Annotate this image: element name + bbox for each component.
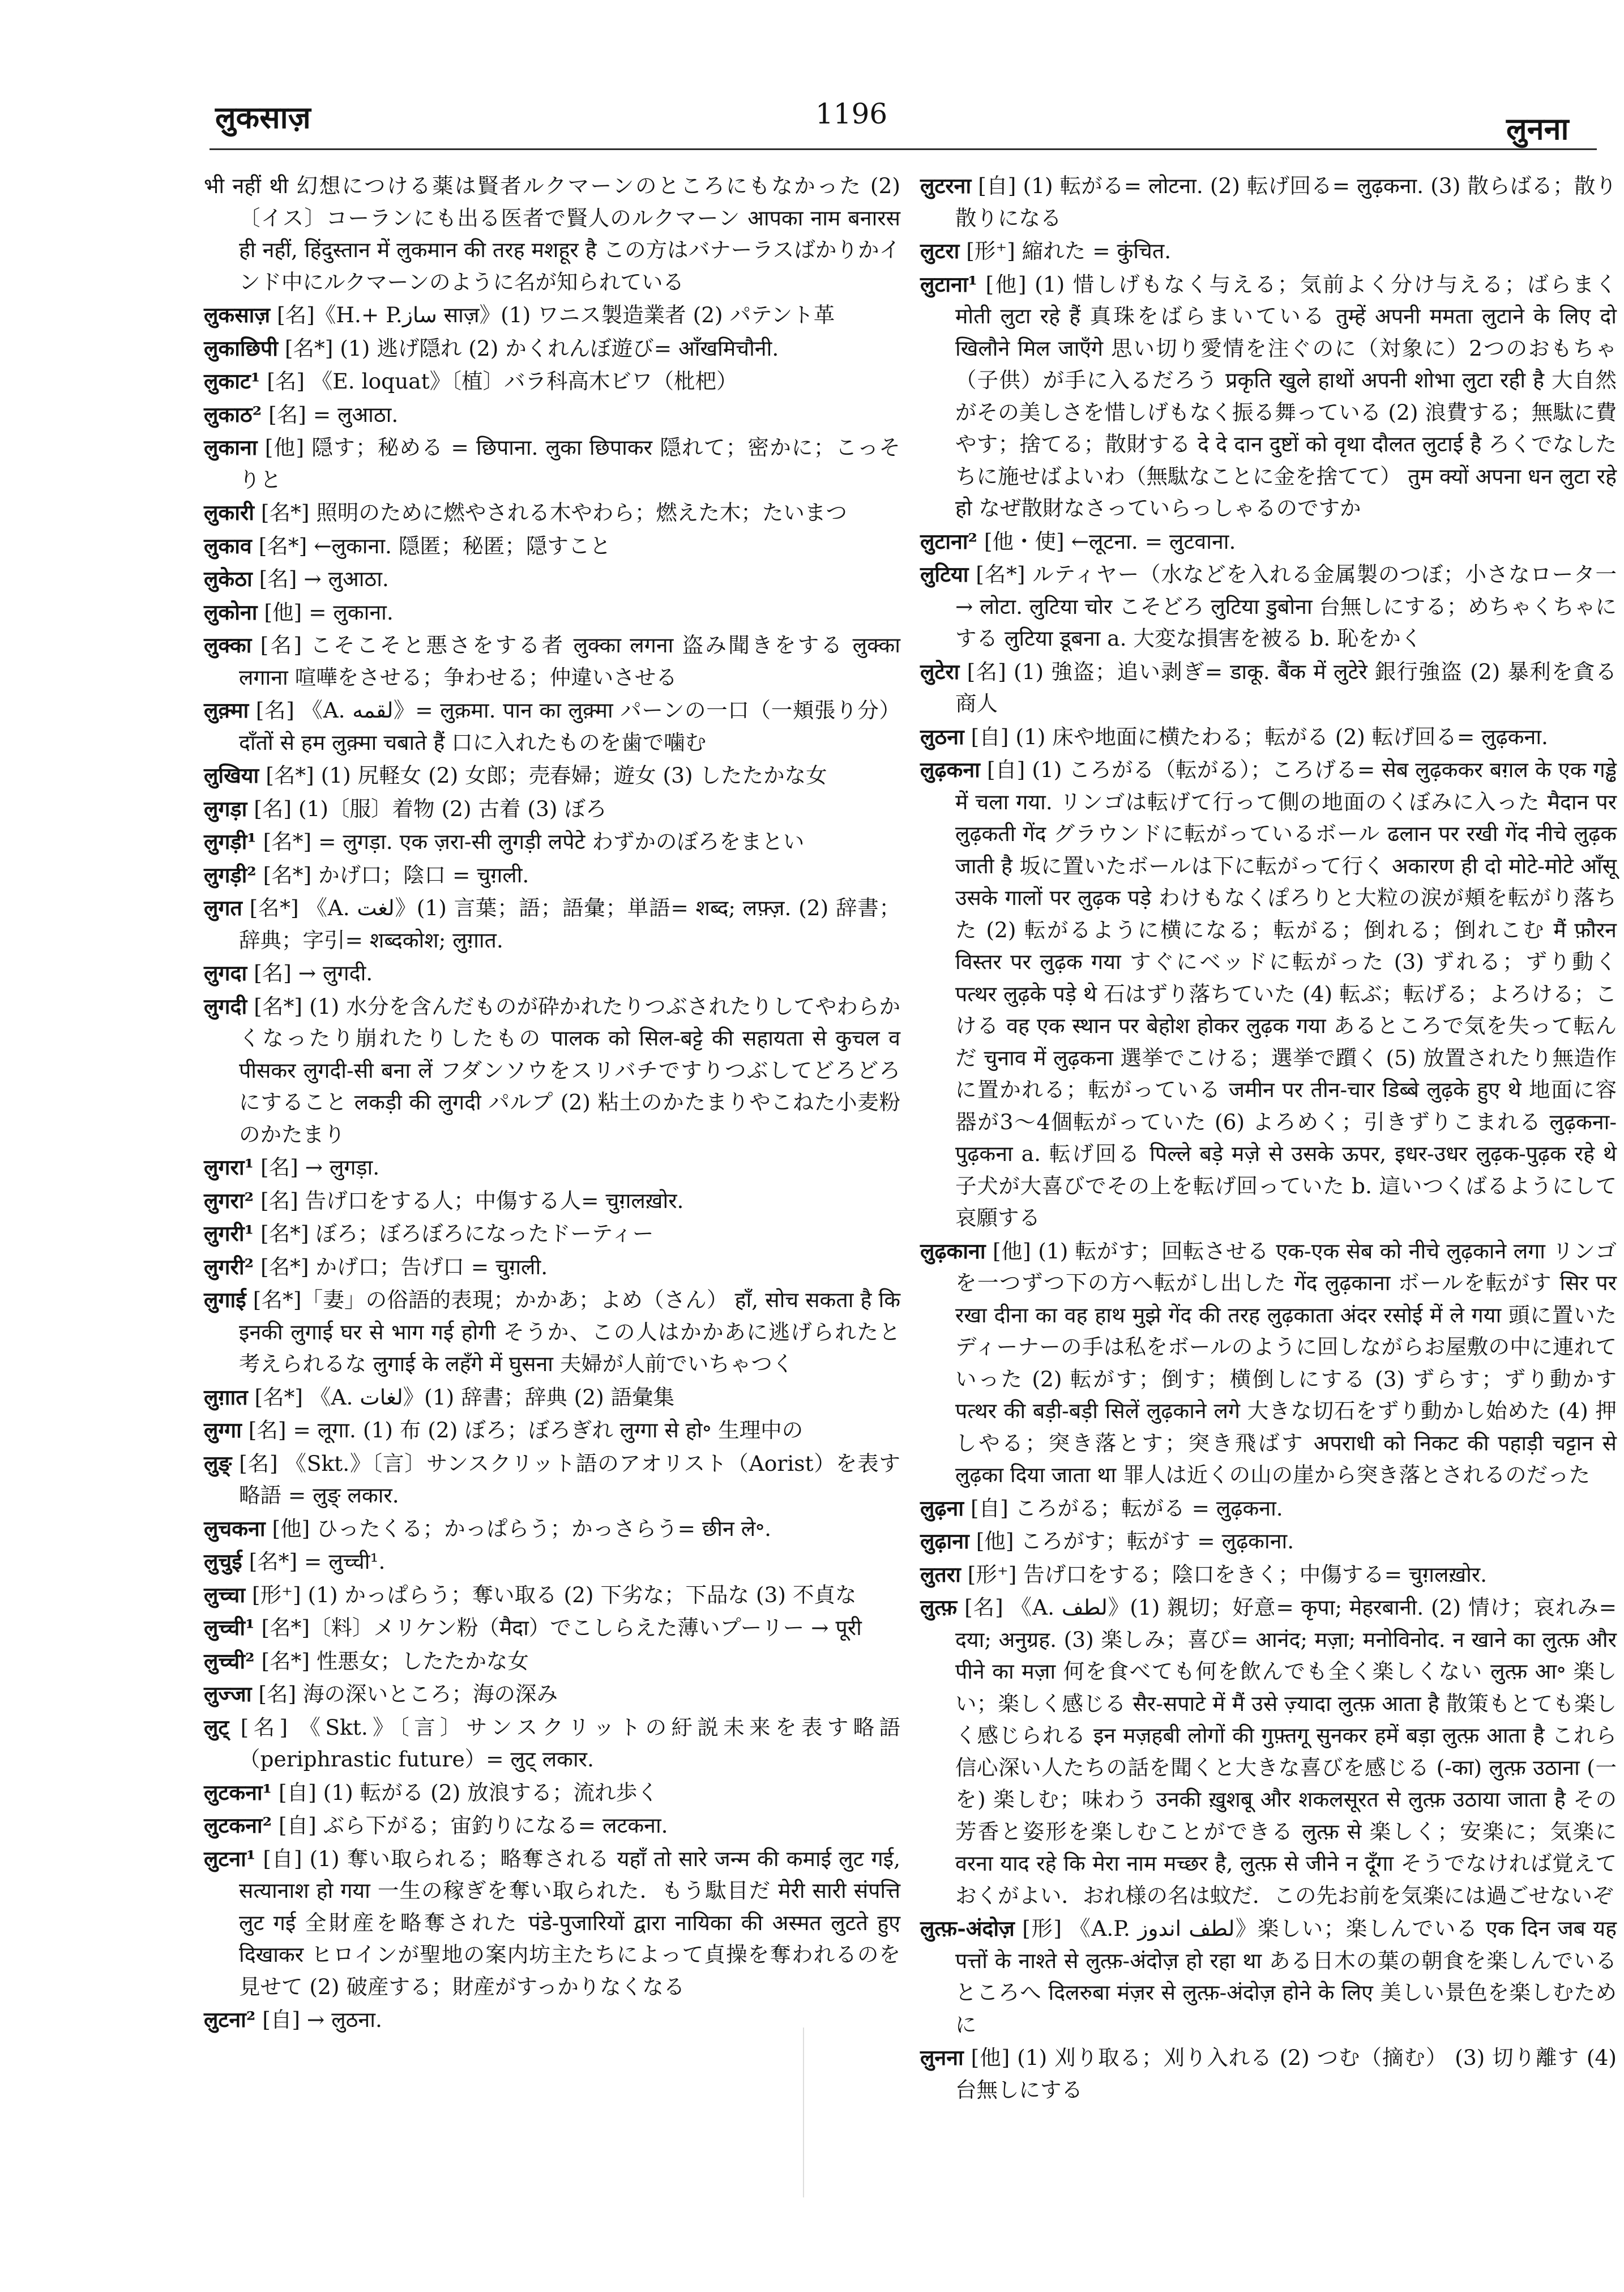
entry-definition: [名*] (1) 水分を含んだものが砕かれたりつぶされたりしてやわらかくなったり崩れたりしたもの पालक को सिल-बट्टे की सहायता से कुचल व पीसकर लुगदी-सी बना लें フダンソウをスリバチですりつぶしてどろどろにすること लकड़ी की लुगदी パルプ (2) 粘土のかたまりやこねた小麦粉のかたまり [239,993,901,1147]
dictionary-entry [204,596,900,629]
entry-headword: लुगदी [204,993,247,1019]
entry-headword: लुकाछिपी [204,335,278,361]
dictionary-entry [204,1711,900,1775]
entry-headword: लुनना [920,2045,964,2070]
entry-definition: [他] ころがす；転がす = लुढ़काना. [976,1529,1294,1553]
dictionary-entry [920,268,1617,524]
dictionary-entry [204,991,900,1151]
dictionary-entry [920,526,1617,558]
entry-definition: [名] → लुआठा. [259,566,389,591]
entry-headword: लुठना [920,724,964,749]
guide-word-left: लुकसाज़ [215,99,311,135]
dictionary-entry [204,399,900,431]
dictionary-entry [204,1843,900,2003]
entry-headword: लुक्का [204,633,252,658]
entry-definition: [名*] かげ口；陰口 = चुग़ली. [263,862,529,887]
entry-headword: लुकाव [204,533,252,558]
dictionary-entry [204,1678,900,1710]
dictionary-entry [204,299,900,331]
entry-headword: लुग्गा [204,1418,242,1442]
entry-headword: लुटकना² [204,1813,272,1838]
entry-headword: लुच्ची¹ [204,1615,255,1640]
entry-definition: [名] 《E. loquat》〔植〕バラ科高木ビワ（枇杷） [267,369,738,394]
dictionary-entry [204,859,900,891]
entry-definition: [自] ころがる；転がる = लुढ़कना. [970,1495,1283,1521]
dictionary-entry [920,1913,1617,2041]
entry-headword: लुगड़ा [204,796,247,821]
entry-headword: लुढ़ाना [920,1529,969,1553]
entry-definition: [形⁺] (1) かっぱらう；奪い取る (2) 下劣な；下品な (3) 不貞な [252,1582,857,1607]
entry-headword: लुढ़कना [920,757,980,782]
entry-definition: [自] (1) 床や地面に横たわる；転がる (2) 転げ回る= लुढ़कना. [971,724,1548,749]
entry-definition: [名*] 性悪女；したたかな女 [261,1648,529,1674]
dictionary-entry [920,1591,1617,1911]
dictionary-entry [204,530,900,562]
entry-headword: लुगाई [204,1287,246,1312]
dictionary-entry [204,2004,900,2036]
entry-headword: लुज्जा [204,1681,252,1706]
dictionary-entry [204,1579,900,1611]
entry-headword: लुटकना¹ [204,1779,272,1805]
entry-headword: लुचुई [204,1549,242,1574]
entry-headword: लुटिया [920,562,969,587]
entry-definition: [形⁺] 縮れた = कुंचित. [966,238,1172,263]
header-rule [210,148,1597,150]
entry-definition: [名] こそこそと悪さをする者 लुक्का लगना 盗み聞きをする लुक्का लगाना 喧嘩をさせる；争わせる；仲違いさせる [239,633,900,690]
entry-definition: [名*]〔料〕メリケン粉（मैदा）でこしらえた薄いプーリー → पूरी [261,1615,862,1640]
entry-headword: लुच्ची² [204,1648,255,1674]
entry-definition: [名] 《Skt.》〔言〕サンスクリットの紆説未来を表す略語（periphrastic future）= लुट् लकार. [239,1714,900,1772]
entry-headword: लुगरी¹ [204,1221,254,1246]
dictionary-entry [920,170,1617,234]
dictionary-entry [204,1777,900,1809]
entry-definition: [形⁺] 告げ口をする；陰口をきく；中傷する= चुग़लख़ोर. [967,1561,1488,1587]
entry-headword: लुकोना [204,599,258,625]
entry-headword: लुतरा [920,1561,961,1587]
left-column [204,170,900,2037]
dictionary-entry [204,432,900,496]
entry-headword: लुकाट¹ [204,369,260,394]
entry-definition: [自] ぶら下がる；宙釣りになる= लटकना. [279,1813,668,1838]
dictionary-entry [204,793,900,825]
entry-definition: [名] = लुआठा. [268,402,399,427]
entry-headword: लुटाना² [920,528,977,554]
dictionary-entry [920,558,1617,655]
entry-definition: [名*] かげ口；告げ口 = चुग़ली. [260,1254,548,1279]
entry-headword: लुटाना¹ [920,271,977,297]
entry-headword: लुट् [204,1714,229,1740]
entry-headword: लुढ़ना [920,1495,964,1521]
dictionary-entry [920,2042,1617,2106]
entry-headword: लुकाठ² [204,402,262,427]
dictionary-entry [204,1185,900,1217]
entry-definition: [他] (1) 惜しげもなく与える；気前よく分け与える；ばらまく मोती लुटा रहे हैं 真珠をばらまいている तुम्हें अपनी ममता लुटाने के लिए दो खिलौने मिल जाएँगे 思い切り愛情を注ぐのに（対象に）2つのおもちゃ（子供）が手に入るだろう प्रकृति खुले हाथों अपनी शोभा लुटा रही है 大自然がその美しさを惜しげもなく振る舞っている (2) 浪費する；無駄に費やす；捨てる；散財する दे दे दान दुष्टों को वृथा दौलत लुटाई है ろくでなしたちに施せばよいわ（無駄なことに金を捨てて） तुम क्यों अपना धन लुटा रहे हो なぜ散財なさっていらっしゃるのですか [955,271,1617,520]
dictionary-entry [204,1381,900,1414]
entry-definition: [名] (1)〔服〕着物 (2) 古着 (3) ぼろ [254,796,607,821]
entry-definition: [他] (1) 刈り取る；刈り入れる (2) つむ（摘む） (3) 切り離す (4) 台無しにする [955,2045,1617,2102]
dictionary-entry [920,235,1617,267]
dictionary-entry [920,1525,1617,1557]
dictionary-entry [920,1235,1617,1491]
entry-headword: लुटरा [920,238,960,263]
entry-definition: [他] ひったくる；かっぱらう；かっさらう= छीन ले॰. [272,1516,772,1541]
entry-definition: [名*] 照明のために燃やされる木やわら；燃えた木；たいまつ [260,500,847,525]
dictionary-entry [204,170,900,298]
dictionary-entry [920,1559,1617,1591]
entry-headword: लुकाना [204,435,258,460]
entry-definition: [名] → लुगदी. [254,961,373,985]
entry-definition: [自] (1) 転がる (2) 放浪する；流れ歩く [279,1779,659,1805]
dictionary-entry [920,656,1617,720]
entry-headword: लुटरना [920,173,972,198]
entry-headword: लुढ़काना [920,1238,986,1264]
entry-definition: [形] 《A.P. لطف اندوز》楽しい；楽しんでいる एक दिन जब यह पत्तों के नाश्ते से लुत्फ़-अंदोज़ हो रहा था ある日木の葉の朝食を楽しんでいるところへ दिलरुबा मंज़र से लुत्फ़-अंदोज़ होने के लिए 美しい景色を楽しむために [955,1916,1617,2037]
entry-headword: लुखिया [204,763,259,788]
dictionary-entry [920,754,1617,1234]
entry-definition: [他] (1) 転がす；回転させる एक-एक सेब को नीचे लुढ़काने लगा リンゴを一つずつ下の方へ転がし出した गेंद लुढ़काना ボールを転がす सिर पर रखा दीना का वह हाथ मुझे गेंद की तरह लुढ़काता अंदर रसोई में ले गया 頭に置いたディーナーの手は私をボールのように回しながらお屋敷の中に連れていった (2) 転がす；倒す；横倒しにする (3) ずらす；ずり動かす पत्थर की बड़ी-बड़ी सिलें लुढ़काने लगे 大きな切石をずり動かし始めた (4) 押しやる；突き落とす；突き飛ばす अपराधी को निकट की पहाड़ी चट्टान से लुढ़का दिया जाता था 罪人は近くの山の崖から突き落とされるのだった [955,1238,1617,1487]
running-header [0,95,1624,146]
entry-definition: [名*] 《A. لغت》(1) 言葉；語；語彙；単語= शब्द; लफ़्ज़. (2) 辞書；辞典；字引= शब्दकोश; लुग़ात. [239,895,900,953]
entry-headword: लुक़्मा [204,698,249,723]
entry-definition: [名*]「妻」の俗語的表現；かかあ；よめ（さん） हाँ, सोच सकता है कि इनकी लुगाई घर से भाग गई होगी そうか、この人はかかあに逃げられたと考えられるな लुगाई के लहँगे में घुसना 夫婦が人前でいちゃつく [239,1287,900,1376]
dictionary-entry [920,1492,1617,1525]
dictionary-entry [204,1448,900,1512]
entry-headword: लुकसाज़ [204,302,271,327]
dictionary-entry [204,365,900,398]
entry-definition: [名]《H.+ P.ساز साज़》(1) ワニス製造業者 (2) パテント革 [277,302,835,327]
entry-headword: लुगदा [204,961,247,985]
entry-definition: [名] 海の深いところ；海の深み [258,1681,558,1706]
entry-definition: [名] (1) 強盗；追い剥ぎ= डाकू. बैंक में लुटेरे 銀行強盗 (2) 暴利を貪る商人 [955,659,1617,716]
entry-definition: [他] 隠す；秘める = छिपाना. लुका छिपाकर 隠れて；密かに；こっそりと [239,435,901,492]
entry-definition: [名] → लुगड़ा. [260,1155,380,1180]
entry-definition: [名] = लूगा. (1) 布 (2) ぼろ；ぼろぎれ लुग्गा से हो॰ 生理中の [248,1418,804,1442]
entry-definition: [名*] 《A. لغات》(1) 辞書；辞典 (2) 語彙集 [254,1384,675,1410]
entry-headword: लुग़ात [204,1384,248,1410]
entry-definition: [名*] ←लुकाना. 隠匿；秘匿；隠すこと [258,533,611,558]
dictionary-entry [204,332,900,365]
entry-definition: [名*] = लुगड़ा. एक ज़रा-सी लुगड़ी लपेटे わずかのぼろをまとい [263,829,805,854]
dictionary-entry [204,826,900,858]
dictionary-entry [204,1151,900,1184]
dictionary-entry [204,1546,900,1578]
entry-headword: लुचकना [204,1516,266,1541]
entry-definition: [自] (1) 奪い取られる；略奪される यहाँ तो सारे जन्म की कमाई लुट गई, सत्यानाश हो गया 一生の稼ぎを奪い取られた．もう駄目だ मेरी सारी संपत्ति लुट गई 全財産を略奪された पंडे-पुजारियों द्वारा नायिका की अस्मत लुटते हुए दिखाकर ヒロインが聖地の案内坊主たちによって貞操を奪われるのを見せて (2) 破産する；財産がすっかりなくなる [239,1846,901,1999]
entry-headword: लुटना² [204,2007,256,2032]
entry-headword: लुटना¹ [204,1846,256,1871]
entry-headword: लुत्फ़ [920,1595,958,1620]
entry-definition: [名*] ぼろ；ぼろぼろになったドーティー [260,1221,654,1246]
dictionary-entry [204,892,900,956]
entry-headword: लुकारी [204,500,254,525]
dictionary-entry [204,563,900,595]
dictionary-entry [204,759,900,792]
guide-word-right: लुनना [1506,110,1569,147]
entry-definition: [自] (1) 転がる= लोटना. (2) 転げ回る= लुढ़कना. (3) 散らばる；散り散りになる [955,173,1617,231]
dictionary-entry [204,1218,900,1250]
entry-definition: [自] (1) ころがる（転がる）；ころげる= सेब लुढ़ककर बग़ल के एक गड्ढे में चला गया. リンゴは転げて行って側の地面のくぼみに入った मैदान पर लुढ़कती गेंद グラウンドに転がっているボール ढलान पर रखी गेंद नीचे लुढ़क जाती है 坂に置いたボールは下に転がって行く अकारण ही दो मोटे-मोटे आँसू उसके गालों पर लुढ़क पड़े わけもなくぽろりと大粒の涙が頬を転がり落ちた (2) 転がるように横になる；転がる；倒れる；倒れこむ मैं फ़ौरन विस्तर पर लुढ़क गया すぐにベッドに転がった (3) ずれる；ずり動く पत्थर लुढ़के पड़े थे 石はずり落ちていた (4) 転ぶ；転げる；よろける；こける वह एक स्थान पर बेहोश होकर लुढ़क गया あるところで気を失って転んだ चुनाव में लुढ़कना 選挙でこける；選挙で躓く (5) 放置されたり無造作に置かれる；転がっている जमीन पर तीन-चार डिब्बे लुढ़के हुए थे 地面に容器が3〜4個転がっていた (6) よろめく；引きずりこまれる लुढ़कना-पुढ़कना a. 転げ回る पिल्ले बड़े मज़े से उसके ऊपर, इधर-उधर लुढ़क-पुढ़क रहे थे 子犬が大喜びでその上を転げ回っていた b. 這いつくばるようにして哀願する [955,757,1617,1230]
dictionary-entry [204,1612,900,1644]
dictionary-entry [204,1251,900,1283]
entry-definition: [他・使] ←लूटना. = लुटवाना. [984,528,1236,554]
entry-headword: लुकेठा [204,566,253,591]
entry-definition: [名] 《A. لطف》(1) 親切；好意= कृपा; मेहरबानी. (2) 情け；哀れみ= दया; अनुग्रह. (3) 楽しみ；喜び= आनंद; मज़ा; मनोविनोद. न खाने का लुत्फ़ और पीने का मज़ा 何を食べても何を飲んでも全く楽しくない लुत्फ़ आ॰ 楽しい；楽しく感じる सैर-सपाटे में मैं उसे ज़्यादा लुत्फ़ आता है 散策もとても楽しく感じられる इन मज़हबी लोगों की गुफ़्तगू सुनकर हमें बड़ा लुत्फ़ आता है これら信心深い人たちの話を聞くと大きな喜びを感じる (-का) लुत्फ़ उठाना (一を) 楽しむ；味わう उनकी ख़ुशबू और शकलसूरत से लुत्फ़ उठाया जाता है その芳香と姿形を楽しむことができる लुत्फ़ से 楽しく；安楽に；気楽に वरना याद रहे कि मेरा नाम मच्छर है, लुत्फ़ से जीने न दूँगा そうでなければ覚えておくがよい．おれ様の名は蚊だ．この先お前を気楽には過ごせないぞ [955,1595,1617,1908]
entry-headword: लुगरी² [204,1254,254,1279]
dictionary-entry [204,1645,900,1678]
entry-definition: [他] = लुकाना. [264,599,394,625]
dictionary-entry [204,694,900,758]
entry-definition: [名] 《A. لقمه》= लुक़मा. पान का लुक़्मा パーンの一口（一頬張り分） दाँतों से हम लुक़्मा चबाते हैं 口に入れたものを歯で噛む [239,698,901,755]
dictionary-entry [204,1414,900,1446]
entry-definition: [名*] (1) 尻軽女 (2) 女郎；売春婦；遊女 (3) したたかな女 [266,763,827,788]
dictionary-entry [204,497,900,529]
entry-definition: [名] 《Skt.》〔言〕サンスクリット語のアオリスト（Aorist）を表す略語 = लुङ् लकार. [239,1450,900,1508]
entry-definition: [名*] = लुच्ची¹. [249,1549,386,1574]
entry-definition: [自] → लुठना. [262,2007,382,2032]
dictionary-entry [204,1513,900,1545]
right-column [920,170,1617,2107]
entry-headword: लुगरा² [204,1188,254,1213]
dictionary-entry [204,1284,900,1380]
page-fold-shadow [803,2028,804,2197]
entry-definition: [名*] ルティヤー（水などを入れる金属製のつぼ；小さなロータ一→ लोटा. लुटिया चोर こそどろ लुटिया डुबोना 台無しにする；めちゃくちゃにする लुटिया डूबना a. 大変な損害を被る b. 恥をかく [955,562,1617,651]
entry-headword: लुच्चा [204,1582,246,1607]
dictionary-entry [204,957,900,989]
entry-headword: लुगत [204,895,242,920]
dictionary-entry [204,629,900,693]
entry-definition: [名*] (1) 逃げ隠れ (2) かくれんぼ遊び= आँखमिचौनी. [284,335,779,361]
entry-headword: लुगड़ी² [204,862,257,887]
entry-headword: लुत्फ़-अंदोज़ [920,1916,1015,1941]
entry-definition: [名] 告げ口をする人；中傷する人= चुग़लख़ोर. [260,1188,684,1213]
page-number: 1196 [815,97,888,130]
entry-headword: लुङ् [204,1450,232,1476]
entry-definition: भी नहीं थी 幻想につける薬は賢者ルクマーンのところにもなかった (2)〔イス〕コーランにも出る医者で賢人のルクマーン आपका नाम बनारस ही नहीं, हिंदुस्तान में लुकमान की तरह मशहूर है この方はバナーラスばかりかインド中にルクマーンのように名が知られている [204,173,900,294]
dictionary-entry [204,1809,900,1842]
entry-headword: लुगरा¹ [204,1155,254,1180]
dictionary-entry [920,721,1617,753]
entry-headword: लुगड़ी¹ [204,829,257,854]
entry-headword: लुटेरा [920,659,960,684]
